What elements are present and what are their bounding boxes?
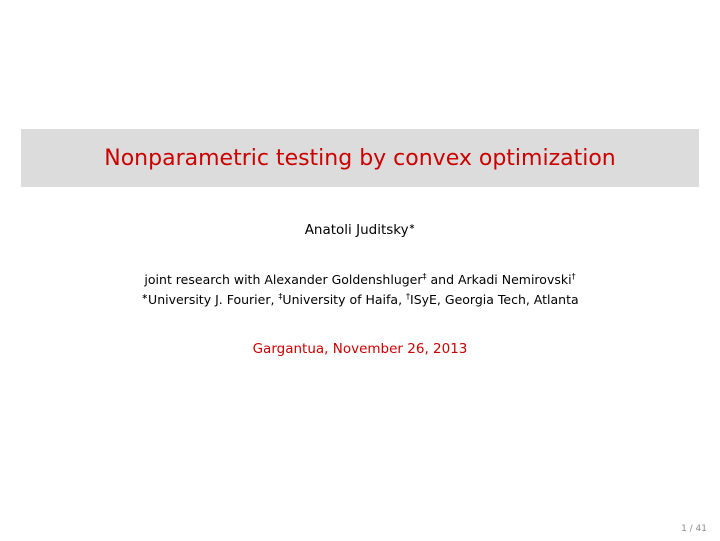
affil-text-1: University J. Fourier, bbox=[148, 292, 279, 307]
page-number: 1 / 41 bbox=[681, 524, 707, 534]
venue-line bbox=[0, 341, 720, 357]
joint-middle: and Arkadi Nemirovski bbox=[426, 272, 572, 287]
joint-mark-1: ‡ bbox=[422, 272, 427, 281]
venue-date: Gargantua, November 26, 2013 bbox=[252, 341, 468, 357]
joint-prefix: joint research with Alexander Goldenshluger bbox=[144, 272, 423, 287]
author-line bbox=[0, 222, 720, 238]
affil-mark-2: ‡ bbox=[278, 292, 283, 301]
author-mark: ∗ bbox=[408, 222, 416, 231]
affiliations-line bbox=[0, 292, 720, 307]
joint-mark-2: † bbox=[571, 272, 576, 281]
author-name: Anatoli Juditsky bbox=[304, 222, 409, 238]
affil-mark-3: † bbox=[406, 292, 411, 301]
affil-mark-1: ∗ bbox=[141, 292, 149, 301]
affil-text-2: University of Haifa, bbox=[282, 292, 407, 307]
joint-research-line bbox=[0, 272, 720, 287]
slide-title: Nonparametric testing by convex optimization bbox=[104, 145, 616, 171]
affil-text-3: ISyE, Georgia Tech, Atlanta bbox=[410, 292, 579, 307]
title-box bbox=[21, 129, 699, 187]
